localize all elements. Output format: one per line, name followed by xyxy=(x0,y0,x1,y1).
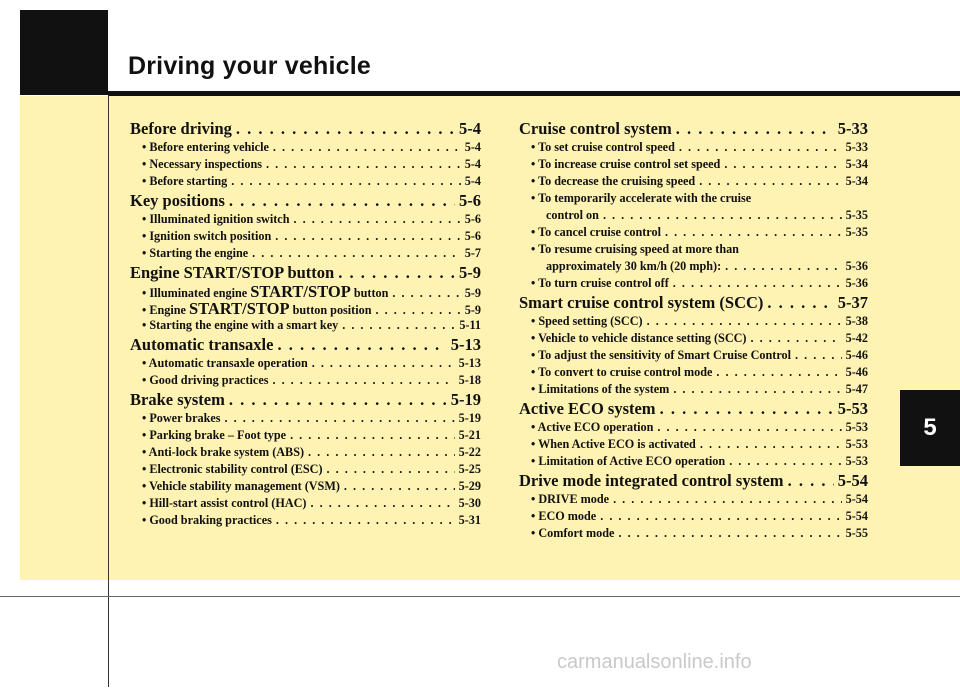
toc-page-number: 5-4 xyxy=(464,140,481,154)
toc-subsection-entry[interactable] xyxy=(519,453,868,470)
toc-entry-title-part: • Engine xyxy=(142,303,189,317)
toc-page-number: 5-33 xyxy=(845,140,868,154)
toc-subsection-entry[interactable] xyxy=(519,139,868,156)
toc-entry-title: • Anti-lock brake system (ABS) xyxy=(142,445,305,459)
dot-leader xyxy=(312,355,455,372)
toc-subsection-entry[interactable] xyxy=(130,228,481,245)
toc-page-number: 5-46 xyxy=(845,365,868,379)
margin-rule xyxy=(108,95,109,687)
toc-page-number: 5-47 xyxy=(845,382,868,396)
toc-entry-title: • ECO mode xyxy=(531,509,597,523)
toc-entry-title-emphasis: START/STOP xyxy=(250,282,351,301)
toc-entry-title: • To cancel cruise control xyxy=(531,225,661,239)
toc-entry-title: • To resume cruising speed at more than xyxy=(531,242,739,256)
dot-leader xyxy=(729,453,841,470)
toc-page-number: 5-6 xyxy=(464,229,481,243)
toc-subsection-entry[interactable] xyxy=(130,512,481,529)
dot-leader xyxy=(229,190,455,211)
toc-entry-title: • Speed setting (SCC) xyxy=(531,314,643,328)
toc-entry-title: Automatic transaxle xyxy=(130,335,274,354)
header-rule xyxy=(108,91,960,96)
toc-entry-title: Key positions xyxy=(130,191,225,210)
toc-entry-title: • Comfort mode xyxy=(531,526,615,540)
dot-leader xyxy=(767,292,833,313)
toc-subsection-entry[interactable] xyxy=(130,245,481,262)
toc-subsection-entry[interactable] xyxy=(519,313,868,330)
toc-entry-title: • Necessary inspections xyxy=(142,157,263,171)
toc-page-number: 5-34 xyxy=(845,157,868,171)
toc-entry-title: Cruise control system xyxy=(519,119,672,138)
dot-leader xyxy=(236,118,455,139)
toc-page-number: 5-22 xyxy=(458,445,481,459)
toc-page-number: 5-53 xyxy=(845,454,868,468)
dot-leader xyxy=(673,275,842,292)
toc-page-number: 5-9 xyxy=(459,263,481,282)
toc-page-number: 5-34 xyxy=(845,174,868,188)
toc-entry-title: • To turn cruise control off xyxy=(531,276,669,290)
toc-entry-title: Brake system xyxy=(130,390,225,409)
toc-entry-title-part: button xyxy=(350,286,389,300)
dot-leader xyxy=(266,156,461,173)
toc-page-number: 5-21 xyxy=(458,428,481,442)
dot-leader xyxy=(277,334,446,355)
dot-leader xyxy=(392,285,460,302)
dot-leader xyxy=(725,258,842,275)
toc-entry-title: Drive mode integrated control system xyxy=(519,471,784,490)
toc-section-entry[interactable] xyxy=(130,262,481,283)
toc-page-number: 5-46 xyxy=(845,348,868,362)
toc-page-number: 5-4 xyxy=(464,174,481,188)
toc-page-number: 5-35 xyxy=(845,208,868,222)
dot-leader xyxy=(716,364,841,381)
dot-leader xyxy=(665,224,842,241)
dot-leader xyxy=(273,139,461,156)
dot-leader xyxy=(613,491,842,508)
toc-entry-title: • Good driving practices xyxy=(142,373,269,387)
dot-leader xyxy=(290,427,455,444)
toc-subsection-entry[interactable] xyxy=(519,173,868,190)
toc-entry-title: • Limitations of the system xyxy=(531,382,670,396)
dot-leader xyxy=(272,372,454,389)
toc-page-number: 5-4 xyxy=(464,157,481,171)
toc-entry-title: • To convert to cruise control mode xyxy=(531,365,713,379)
toc-page-number: 5-53 xyxy=(845,420,868,434)
dot-leader xyxy=(679,139,842,156)
toc-page-number: 5-55 xyxy=(845,526,868,540)
toc-entry-title: • To increase cruise control set speed xyxy=(531,157,721,171)
toc-entry-title: • To decrease the cruising speed xyxy=(531,174,696,188)
toc-page-number: 5-54 xyxy=(837,471,868,490)
dot-leader xyxy=(647,313,842,330)
toc-entry-title-part: • Illuminated engine xyxy=(142,286,251,300)
toc-entry-title: • Hill-start assist control (HAC) xyxy=(142,496,307,510)
toc-right-column xyxy=(519,118,868,542)
toc-subsection-entry[interactable] xyxy=(519,275,868,292)
toc-subsection-entry[interactable] xyxy=(519,224,868,241)
toc-page-number: 5-11 xyxy=(459,318,481,332)
toc-entry-title: • Power brakes xyxy=(142,411,221,425)
dot-leader xyxy=(342,317,455,334)
toc-section-entry[interactable] xyxy=(130,389,481,410)
toc-page-number: 5-29 xyxy=(458,479,481,493)
toc-entry-continuation[interactable] xyxy=(519,207,868,224)
toc-entry-title: • Before entering vehicle xyxy=(142,140,269,154)
toc-entry-title: Engine START/STOP button xyxy=(130,263,335,282)
toc-page-number: 5-4 xyxy=(459,119,481,138)
toc-entry-title: • Starting the engine with a smart key xyxy=(142,318,339,332)
toc-page-number: 5-13 xyxy=(450,335,481,354)
toc-subsection-entry[interactable] xyxy=(130,461,481,478)
toc-entry-title: • Automatic transaxle operation xyxy=(142,356,308,370)
toc-page-number: 5-9 xyxy=(464,303,481,317)
toc-page-number: 5-37 xyxy=(837,293,868,312)
toc-entry-title: Smart cruise control system (SCC) xyxy=(519,293,764,312)
toc-page-number: 5-9 xyxy=(464,286,481,300)
dot-leader xyxy=(700,436,842,453)
dot-leader xyxy=(308,444,455,461)
dot-leader xyxy=(294,211,461,228)
toc-page-number: 5-33 xyxy=(837,119,868,138)
toc-entry-title: • Before starting xyxy=(142,174,228,188)
toc-subsection-entry[interactable] xyxy=(130,355,481,372)
toc-entry-title: Active ECO system xyxy=(519,399,656,418)
toc-entry-continuation[interactable] xyxy=(519,258,868,275)
toc-subsection-entry[interactable] xyxy=(130,317,481,334)
toc-subsection-entry[interactable] xyxy=(519,156,868,173)
toc-entry-title-emphasis: START/STOP xyxy=(188,299,290,318)
toc-subsection-entry[interactable] xyxy=(519,364,868,381)
dot-leader xyxy=(338,262,455,283)
dot-leader xyxy=(603,207,842,224)
toc-entry-title: • Parking brake – Foot type xyxy=(142,428,287,442)
dot-leader xyxy=(618,525,841,542)
toc-subsection-entry[interactable] xyxy=(519,190,868,207)
toc-subsection-entry[interactable] xyxy=(519,381,868,398)
dot-leader xyxy=(276,512,455,529)
dot-leader xyxy=(676,118,834,139)
toc-subsection-entry[interactable] xyxy=(130,444,481,461)
footer-rule xyxy=(0,596,960,597)
toc-left-column xyxy=(130,118,481,529)
toc-page-number: 5-6 xyxy=(459,191,481,210)
toc-page-number: 5-36 xyxy=(845,259,868,273)
corner-block xyxy=(20,10,108,95)
dot-leader xyxy=(311,495,455,512)
dot-leader xyxy=(252,245,461,262)
toc-subsection-entry[interactable] xyxy=(519,419,868,436)
toc-page-number: 5-31 xyxy=(458,513,481,527)
dot-leader xyxy=(795,347,842,364)
toc-subsection-entry[interactable] xyxy=(519,525,868,542)
chapter-tab-number: 5 xyxy=(923,414,937,441)
chapter-tab[interactable] xyxy=(900,390,960,466)
chapter-title: Driving your vehicle xyxy=(128,52,371,80)
toc-entry-title: • Starting the engine xyxy=(142,246,249,260)
toc-entry-title: Before driving xyxy=(130,119,232,138)
dot-leader xyxy=(327,461,455,478)
toc-entry-title: • To set cruise control speed xyxy=(531,140,675,154)
toc-entry-title: • Vehicle to vehicle distance setting (SCC) xyxy=(531,331,747,345)
toc-page-number: 5-54 xyxy=(845,492,868,506)
toc-subsection-entry[interactable] xyxy=(130,478,481,495)
dot-leader xyxy=(660,398,834,419)
toc-entry-title: • Vehicle stability management (VSM) xyxy=(142,479,340,493)
dot-leader xyxy=(344,478,455,495)
toc-subsection-entry[interactable] xyxy=(519,491,868,508)
toc-page-number: 5-18 xyxy=(458,373,481,387)
toc-page-number: 5-7 xyxy=(464,246,481,260)
toc-section-entry[interactable] xyxy=(519,118,868,139)
dot-leader xyxy=(600,508,841,525)
dot-leader xyxy=(225,410,455,427)
dot-leader xyxy=(673,381,841,398)
dot-leader xyxy=(751,330,842,347)
toc-entry-title: • Electronic stability control (ESC) xyxy=(142,462,323,476)
toc-entry-title: • When Active ECO is activated xyxy=(531,437,696,451)
toc-page-number: 5-6 xyxy=(464,212,481,226)
toc-page-number: 5-38 xyxy=(845,314,868,328)
toc-subsection-entry[interactable] xyxy=(130,283,481,300)
toc-subsection-entry[interactable] xyxy=(130,495,481,512)
toc-entry-title: • To adjust the sensitivity of Smart Cruise Control xyxy=(531,348,791,362)
dot-leader xyxy=(275,228,461,245)
toc-subsection-entry[interactable] xyxy=(130,211,481,228)
toc-page-number: 5-19 xyxy=(450,390,481,409)
toc-subsection-entry[interactable] xyxy=(130,372,481,389)
toc-entry-title-part: button position xyxy=(289,303,372,317)
toc-page-number: 5-30 xyxy=(458,496,481,510)
toc-entry-title: • Illuminated ignition switch xyxy=(142,212,290,226)
dot-leader xyxy=(724,156,841,173)
toc-subsection-entry[interactable] xyxy=(519,241,868,258)
toc-section-entry[interactable] xyxy=(519,292,868,313)
dot-leader xyxy=(657,419,841,436)
toc-page-number: 5-53 xyxy=(837,399,868,418)
toc-section-entry[interactable] xyxy=(130,190,481,211)
toc-subsection-entry[interactable] xyxy=(519,508,868,525)
toc-entry-title: • DRIVE mode xyxy=(531,492,610,506)
toc-subsection-entry[interactable] xyxy=(130,427,481,444)
toc-page-number: 5-35 xyxy=(845,225,868,239)
toc-entry-title: control on xyxy=(546,208,599,222)
toc-entry-title: • Active ECO operation xyxy=(531,420,654,434)
watermark: carmanualsonline.info xyxy=(557,651,752,673)
dot-leader xyxy=(788,470,834,491)
toc-entry-title: approximately 30 km/h (20 mph): xyxy=(546,259,722,273)
dot-leader xyxy=(699,173,841,190)
toc-page-number: 5-36 xyxy=(845,276,868,290)
toc-subsection-entry[interactable] xyxy=(519,436,868,453)
toc-page-number: 5-25 xyxy=(458,462,481,476)
toc-section-entry[interactable] xyxy=(130,334,481,355)
toc-section-entry[interactable] xyxy=(519,470,868,491)
toc-section-entry[interactable] xyxy=(519,398,868,419)
dot-leader xyxy=(231,173,460,190)
toc-subsection-entry[interactable] xyxy=(130,156,481,173)
toc-entry-title: • To temporarily accelerate with the cruise xyxy=(531,191,752,205)
toc-page-number: 5-19 xyxy=(458,411,481,425)
toc-subsection-entry[interactable] xyxy=(519,330,868,347)
toc-subsection-entry[interactable] xyxy=(519,347,868,364)
toc-page-number: 5-42 xyxy=(845,331,868,345)
toc-page-number: 5-13 xyxy=(458,356,481,370)
toc-subsection-entry[interactable] xyxy=(130,410,481,427)
toc-entry-title: • Limitation of Active ECO operation xyxy=(531,454,726,468)
toc-subsection-entry[interactable] xyxy=(130,139,481,156)
dot-leader xyxy=(229,389,447,410)
toc-subsection-entry[interactable] xyxy=(130,300,481,317)
toc-page-number: 5-54 xyxy=(845,509,868,523)
toc-entry-title: • Good braking practices xyxy=(142,513,272,527)
toc-entry-title: • Ignition switch position xyxy=(142,229,272,243)
toc-page-number: 5-53 xyxy=(845,437,868,451)
toc-section-entry[interactable] xyxy=(130,118,481,139)
toc-subsection-entry[interactable] xyxy=(130,173,481,190)
